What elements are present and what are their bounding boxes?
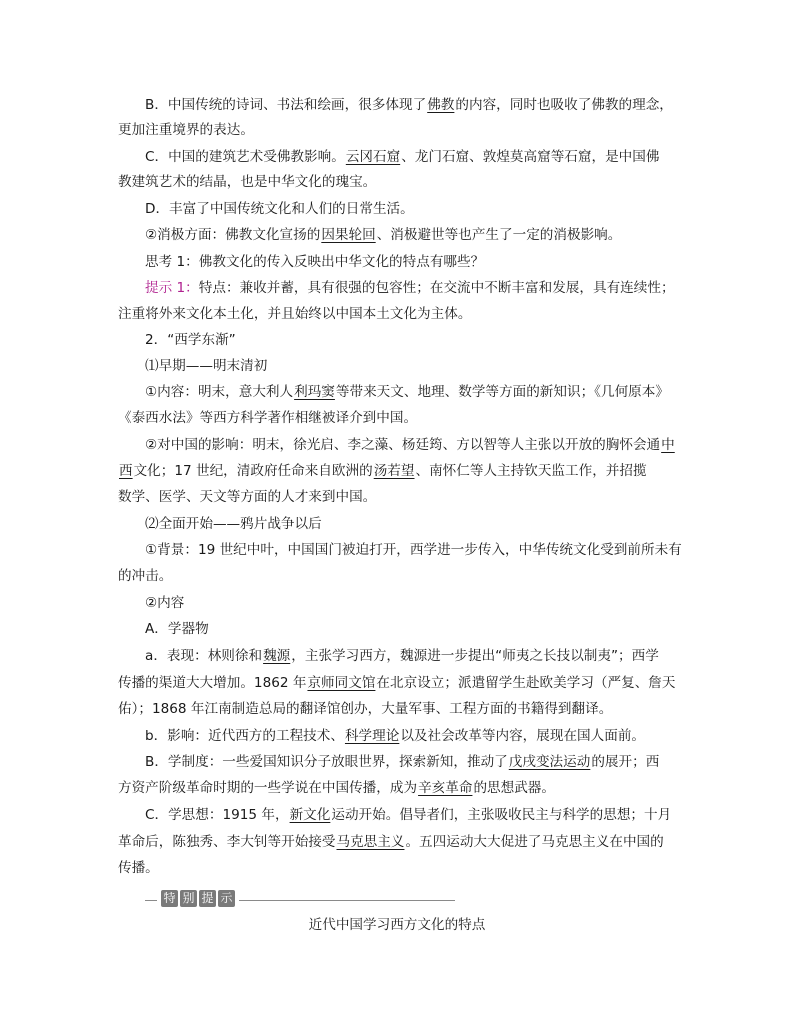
paragraph-line [118, 700, 612, 718]
hint-line [145, 279, 675, 297]
tip-char: 特 [161, 890, 178, 907]
paragraph-line [118, 567, 172, 585]
text-run: 的展开；西 [591, 754, 660, 770]
text-run: D．丰富了中国传统文化和人们的日常生活。 [145, 201, 414, 217]
text-run: 的冲击。 [118, 568, 173, 584]
answer-blank: 汤若望 [373, 463, 415, 479]
text-run: ⑴早期——明末清初 [145, 358, 268, 374]
answer-blank: 科学理论 [344, 728, 400, 744]
hint-label: 提示 1： [145, 280, 199, 296]
paragraph-line [145, 727, 645, 745]
paragraph-line [118, 674, 675, 692]
question-line [145, 253, 484, 271]
text-run: b．影响：近代西方的工程技术、 [145, 728, 344, 744]
paragraph-line [145, 436, 676, 454]
text-run: 革命后，陈独秀、李大钊等开始接受 [118, 834, 336, 850]
text-run: ⑵全面开始——鸦片战争以后 [145, 516, 322, 532]
answer-blank: 中 [661, 437, 675, 453]
paragraph-line [118, 488, 376, 506]
paragraph-line [145, 541, 682, 559]
answer-blank: 马克思主义 [336, 834, 405, 850]
text-run: a．表现：林则徐和 [145, 648, 263, 664]
paragraph-line [118, 305, 471, 323]
text-run: B．学制度：一些爱国知识分子放眼世界，探索新知，推动了 [145, 754, 508, 770]
section-title: 近代中国学习西方文化的特点 [308, 917, 486, 933]
paragraph-line [145, 200, 414, 218]
subsection-heading [145, 357, 267, 375]
text-run: 传播。 [118, 860, 159, 876]
text-run: B．中国传统的诗词、书法和绘画，很多体现了 [145, 97, 427, 113]
paragraph-line [145, 647, 659, 665]
text-run: ，主张学习西方，魏源进一步提出“师夷之长技以制夷”；西学 [291, 648, 659, 664]
text-run: 2．“西学东渐” [145, 332, 236, 348]
text-run: ①背景：19 世纪中叶，中国国门被迫打开，西学进一步传入，中华传统文化受到前所未有 [145, 542, 682, 558]
answer-blank: 云冈石窟 [345, 149, 401, 165]
paragraph-line [145, 96, 673, 114]
text-run: 的思想武器。 [473, 780, 555, 796]
paragraph-line [118, 859, 159, 877]
text-run: 注重将外来文化本土化，并且始终以中国本土文化为主体。 [118, 306, 472, 322]
text-run: 。五四运动大大促进了马克思主义在中国的 [405, 834, 664, 850]
text-run: A．学器物 [145, 621, 209, 637]
text-run: 在北京设立；派遣留学生赴欧美学习（严复、詹天 [376, 675, 676, 691]
text-run: C．学思想：1915 年， [145, 807, 289, 823]
text-run: ②对中国的影响：明末，徐光启、李之藻、杨廷筠、方以智等人主张以开放的胸怀会通 [145, 437, 661, 453]
tip-char: 示 [218, 890, 235, 907]
text-run: 、消极避世等也产生了一定的消极影响。 [376, 227, 622, 243]
text-run: 《泰西水法》等西方科学著作相继被译介到中国。 [118, 410, 418, 426]
paragraph-line [145, 148, 659, 166]
text-run: ②消极方面：佛教文化宣扬的 [145, 227, 321, 243]
answer-blank: 因果轮回 [321, 227, 376, 243]
text-run: 运动开始。倡导者们，主张吸收民主与科学的思想；十月 [331, 807, 672, 823]
text-run: 更加注重境界的表达。 [118, 122, 254, 138]
paragraph-line [118, 121, 254, 139]
paragraph-line [118, 173, 376, 191]
answer-blank: 戊戌变法运动 [508, 754, 591, 770]
answer-blank: 西 [119, 463, 133, 479]
text-run: 数学、医学、天文等方面的人才来到中国。 [118, 489, 377, 505]
text-run: 的内容，同时也吸收了佛教的理念， [455, 97, 673, 113]
text-run: ②内容 [145, 595, 185, 611]
text-run: C．中国的建筑艺术受佛教影响。 [145, 149, 345, 165]
paragraph-line [118, 462, 647, 480]
text-run: 等带来天文、地理、数学等方面的新知识；《几何原本》 [335, 384, 669, 400]
special-tip-banner [145, 890, 455, 910]
paragraph-line [145, 226, 621, 244]
text-run: 思考 1：佛教文化的传入反映出中华文化的特点有哪些？ [145, 254, 485, 270]
answer-blank: 佛教 [427, 97, 455, 113]
text-run: ①内容：明末，意大利人 [145, 384, 294, 400]
paragraph-line [118, 779, 555, 797]
paragraph-line [145, 594, 184, 612]
text-run: 、龙门石窟、敦煌莫高窟等石窟，是中国佛 [401, 149, 660, 165]
tip-label [157, 890, 239, 907]
text-run: 以及社会改革等内容，展现在国人面前。 [400, 728, 646, 744]
paragraph-line [118, 409, 417, 427]
text-run: 、南怀仁等人主持钦天监工作，并招揽 [415, 463, 647, 479]
tip-char: 别 [180, 890, 197, 907]
answer-blank: 利玛窦 [294, 384, 335, 400]
text-run: 方资产阶级革命时期的一些学说在中国传播，成为 [118, 780, 418, 796]
text-run: 传播的渠道大大增加。1862 年 [118, 675, 307, 691]
tip-char: 提 [199, 890, 216, 907]
answer-blank: 京师同文馆 [307, 675, 376, 691]
paragraph-line [145, 383, 669, 401]
paragraph-line [145, 753, 659, 771]
paragraph-line [145, 806, 671, 824]
paragraph-line [118, 833, 664, 851]
paragraph-line [145, 620, 209, 638]
text-run: 文化；17 世纪，清政府任命来自欧洲的 [133, 463, 373, 479]
answer-blank: 新文化 [289, 807, 331, 823]
text-run: 佑）；1868 年江南制造总局的翻译馆创办，大量军事、工程方面的书籍得到翻译。 [118, 701, 613, 717]
text-run: 教建筑艺术的结晶，也是中华文化的瑰宝。 [118, 174, 377, 190]
text-run: 特点：兼收并蓄，具有很强的包容性；在交流中不断丰富和发展，具有连续性； [198, 280, 675, 296]
answer-blank: 辛亥革命 [418, 780, 473, 796]
section-heading [145, 331, 236, 349]
answer-blank: 魏源 [263, 648, 291, 664]
subsection-heading [145, 515, 322, 533]
